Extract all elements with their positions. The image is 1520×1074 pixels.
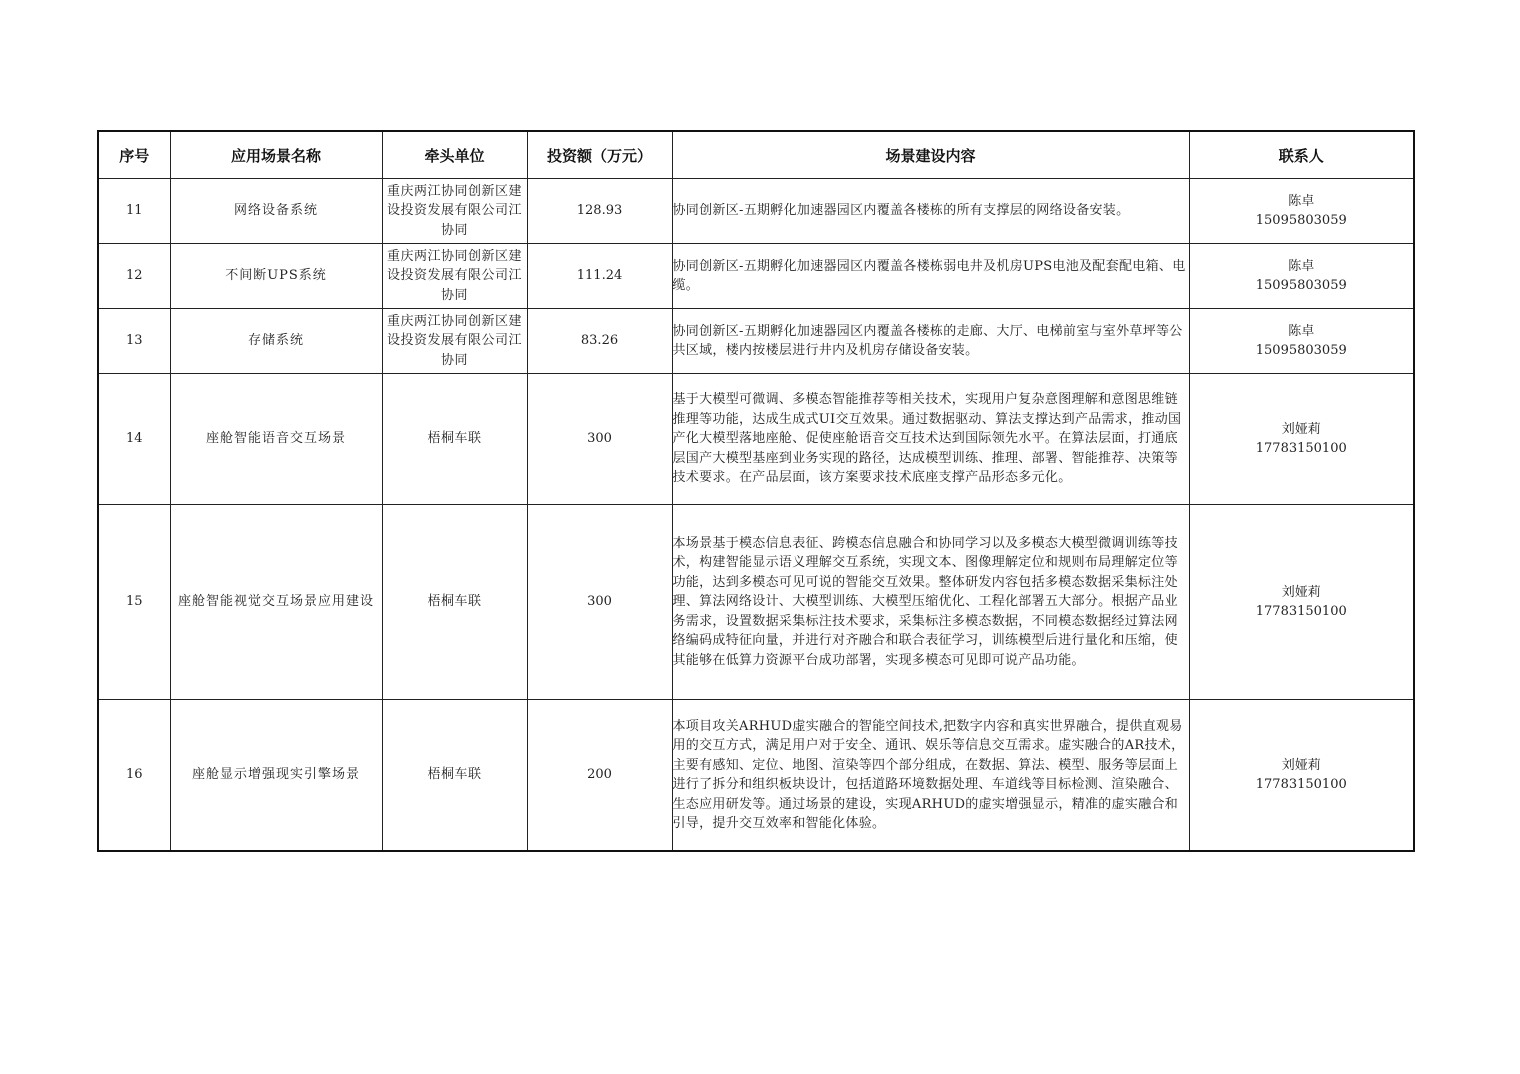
row-content: 本场景基于模态信息表征、跨模态信息融合和协同学习以及多模态大模型微调训练等技术，构建智能显示语义理解交互系统，实现文本、图像理解定位和规则布局理解定位等功能，达到多模态可见可说的智能交互效果。整体研发内容包括多模态数据采集标注处理、算法网络设计、大模型训练、大模型压缩优化、工程化部署五大部分。根据产品业务需求，设置数据采集标注技术要求，采集标注多模态数据，不同模态数据经过算法网络编码成特征向量，并进行对齐融合和联合表征学习，训练模型后进行量化和压缩，使其能够在低算力资源平台成功部署，实现多模态可见即可说产品功能。 [672, 505, 1189, 700]
row-contact [1189, 244, 1414, 309]
table-row [98, 374, 1414, 505]
contact-phone: 17783150100 [1255, 441, 1347, 456]
row-lead-unit: 重庆两江协同创新区建设投资发展有限公司江协同 [382, 179, 527, 244]
row-lead-unit: 重庆两江协同创新区建设投资发展有限公司江协同 [382, 244, 527, 309]
row-contact [1189, 700, 1414, 852]
row-lead-unit: 梧桐车联 [382, 700, 527, 852]
contact-name: 刘娅莉 [1281, 757, 1321, 773]
row-scenario-name: 座舱显示增强现实引擎场景 [170, 700, 382, 852]
header-name: 应用场景名称 [170, 131, 382, 179]
contact-phone: 15095803059 [1255, 213, 1347, 228]
row-content: 协同创新区-五期孵化加速器园区内覆盖各楼栋弱电井及机房UPS电池及配套配电箱、电缆。 [672, 244, 1189, 309]
row-investment: 128.93 [527, 179, 672, 244]
row-index: 16 [98, 700, 170, 852]
row-contact [1189, 179, 1414, 244]
row-index: 12 [98, 244, 170, 309]
row-scenario-name: 不间断UPS系统 [170, 244, 382, 309]
header-index: 序号 [98, 131, 170, 179]
row-investment: 111.24 [527, 244, 672, 309]
table-header-row [98, 131, 1414, 179]
contact-phone: 17783150100 [1255, 777, 1347, 792]
contact-name: 陈卓 [1288, 193, 1315, 209]
row-scenario-name: 座舱智能语音交互场景 [170, 374, 382, 505]
table-row [98, 244, 1414, 309]
contact-phone: 15095803059 [1255, 278, 1347, 293]
row-investment: 83.26 [527, 309, 672, 374]
row-investment: 300 [527, 505, 672, 700]
row-investment: 200 [527, 700, 672, 852]
row-investment: 300 [527, 374, 672, 505]
row-content: 协同创新区-五期孵化加速器园区内覆盖各楼栋的走廊、大厅、电梯前室与室外草坪等公共区域，楼内按楼层进行井内及机房存储设备安装。 [672, 309, 1189, 374]
row-index: 11 [98, 179, 170, 244]
row-content: 协同创新区-五期孵化加速器园区内覆盖各楼栋的所有支撑层的网络设备安装。 [672, 179, 1189, 244]
row-contact [1189, 309, 1414, 374]
row-scenario-name: 网络设备系统 [170, 179, 382, 244]
header-contact: 联系人 [1189, 131, 1414, 179]
header-investment: 投资额（万元） [527, 131, 672, 179]
scenario-table [97, 130, 1415, 852]
row-index: 14 [98, 374, 170, 505]
row-contact [1189, 505, 1414, 700]
row-content: 基于大模型可微调、多模态智能推荐等相关技术，实现用户复杂意图理解和意图思维链推理等功能，达成生成式UI交互效果。通过数据驱动、算法支撑达到产品需求，推动国产化大模型落地座舱、促使座舱语音交互技术达到国际领先水平。在算法层面，打通底层国产大模型基座到业务实现的路径，达成模型训练、推理、部署、智能推荐、决策等技术要求。在产品层面，该方案要求技术底座支撑产品形态多元化。 [672, 374, 1189, 505]
contact-name: 刘娅莉 [1281, 421, 1321, 437]
row-lead-unit: 梧桐车联 [382, 505, 527, 700]
contact-phone: 17783150100 [1255, 604, 1347, 619]
row-content: 本项目攻关ARHUD虚实融合的智能空间技术,把数字内容和真实世界融合，提供直观易用的交互方式，满足用户对于安全、通讯、娱乐等信息交互需求。虚实融合的AR技术，主要有感知、定位、地图、渲染等四个部分组成，在数据、算法、模型、服务等层面上进行了拆分和组织板块设计，包括道路环境数据处理、车道线等目标检测、渲染融合、生态应用研发等。通过场景的建设，实现ARHUD的虚实增强显示，精准的虚实融合和引导，提升交互效率和智能化体验。 [672, 700, 1189, 852]
row-lead-unit: 重庆两江协同创新区建设投资发展有限公司江协同 [382, 309, 527, 374]
header-content: 场景建设内容 [672, 131, 1189, 179]
contact-phone: 15095803059 [1255, 343, 1347, 358]
table-row [98, 309, 1414, 374]
row-scenario-name: 座舱智能视觉交互场景应用建设 [170, 505, 382, 700]
header-lead-unit: 牵头单位 [382, 131, 527, 179]
row-index: 13 [98, 309, 170, 374]
contact-name: 陈卓 [1288, 323, 1315, 339]
table-row [98, 179, 1414, 244]
row-lead-unit: 梧桐车联 [382, 374, 527, 505]
contact-name: 刘娅莉 [1281, 584, 1321, 600]
table-row [98, 700, 1414, 852]
row-contact [1189, 374, 1414, 505]
contact-name: 陈卓 [1288, 258, 1315, 274]
table-row [98, 505, 1414, 700]
row-scenario-name: 存储系统 [170, 309, 382, 374]
row-index: 15 [98, 505, 170, 700]
